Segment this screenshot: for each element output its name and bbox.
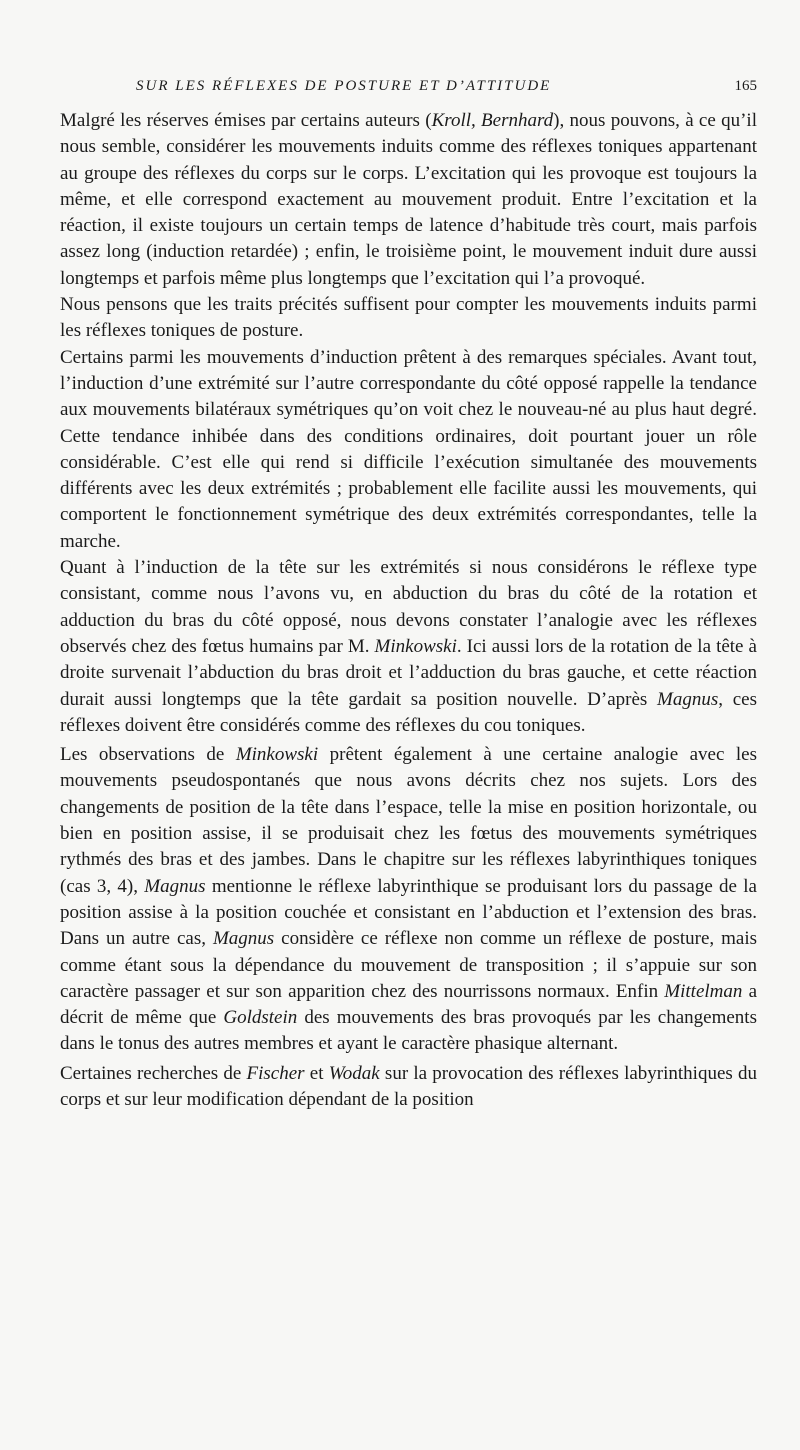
paragraph-2	[60, 292, 757, 345]
author-name: Magnus	[212, 928, 275, 950]
author-name: Kroll, Bernhard	[431, 110, 554, 131]
text-run: Certains parmi les mouvements d’induction prêtent à des remarques spéciales. Avant tout, l’induction d’une extrémité sur l’autre correspondante du côté opposé rappelle la tendance aux mouvements bilatéraux symétriques qu’on voit chez le nouveau-né au plus haut degré. Cette tendance inhibée dans des conditions ordinaires, doit pourtant jouer un rôle considérable. C’est elle qui rend si difficile l’exécution simultanée des mouvements différents avec les deux extrémités ; probablement elle facilite aussi les mouvements, qui comportent le fonctionnement symétrique des deux extrémités correspondantes, telle la marche.	[60, 346, 757, 552]
author-name: Magnus	[144, 875, 206, 897]
paragraph-6	[60, 1061, 757, 1114]
text-run: Nous pensons que les traits précités suffisent pour compter les mouvements induits parmi les réflexes toniques de posture.	[60, 294, 757, 342]
paragraph-5	[60, 742, 757, 1058]
author-name: Mittelman	[664, 980, 743, 1002]
page	[60, 78, 757, 1113]
author-name: Minkowski	[235, 744, 319, 766]
text-run: Quant à l’induction de la tête sur les extrémités si nous considérons le réflexe type consistant, comme nous l’avons vu, en abduction du bras du côté de la rotation et adduction du bras du côté opposé, nous devons constater l’analogie avec les réflexes observés chez des fœtus humains par M.	[60, 557, 757, 657]
text-run: Les observations de	[60, 744, 236, 766]
text-run: Malgré les réserves émises par certains auteurs (	[60, 110, 432, 131]
author-name: Minkowski	[374, 635, 457, 657]
paragraph-3	[60, 345, 757, 555]
text-run: des mouvements des bras provoqués par les changements dans le tonus des autres membres et ayant le caractère phasique alternant.	[60, 1007, 757, 1055]
text-run: . Ici aussi lors de la rotation de la tête à droite survenait l’abduction du bras droit et l’adduction du bras gauche, et cette réaction durait aussi longtemps que la tête gardait sa position nouvelle. D’après	[60, 635, 757, 710]
author-name: Fischer	[246, 1062, 305, 1084]
running-title: SUR LES RÉFLEXES DE POSTURE ET D’ATTITUDE	[136, 78, 552, 94]
author-name: Magnus	[657, 688, 719, 710]
text-run: ), nous pouvons, à ce qu’il nous semble, considérer les mouvements induits comme des réflexes toniques appartenant au groupe des réflexes du corps sur le corps. L’excitation qui les provoque est toujours la même, et elle correspond exactement au mouvement produit. Entre l’excitation et la réaction, il existe toujours un certain temps de latence d’habitude très court, mais parfois assez long (induction retardée) ; enfin, le troisième point, le mouvement induit dure aussi longtemps et parfois même plus longtemps que l’excitation qui l’a provoqué.	[60, 110, 757, 289]
body-text	[60, 108, 757, 1113]
author-name: Wodak	[328, 1062, 380, 1084]
paragraph-4	[60, 555, 757, 739]
text-run: Certaines recherches de	[60, 1062, 247, 1084]
running-head	[60, 78, 757, 108]
page-number: 165	[734, 78, 757, 94]
text-run: mentionne le réflexe labyrinthique se produisant lors du passage de la position assise à la position couchée et consistant en l’abduction et l’extension des bras. Dans un autre cas,	[60, 875, 757, 950]
author-name: Goldstein	[223, 1007, 298, 1029]
text-run: , ces réflexes doivent être considérés comme des réflexes du cou toniques.	[60, 688, 758, 736]
text-run: sur la provocation des réflexes labyrinthiques du corps et sur leur modification dépendant de la position	[60, 1062, 757, 1110]
text-run: prêtent également à une certaine analogie avec les mouvements pseudospontanés que nous avons décrits chez nos sujets. Lors des changements de position de la tête dans l’espace, telle la mise en position horizontale, ou bien en position assise, il se produisait chez les fœtus des mouvements symétriques rythmés des bras et des jambes. Dans le chapitre sur les réflexes labyrinthiques toniques (cas 3, 4),	[60, 744, 757, 897]
text-run: a décrit de même que	[60, 980, 757, 1029]
text-run: et	[304, 1062, 329, 1084]
text-run: considère ce réflexe non comme un réflexe de posture, mais comme étant sous la dépendance du mouvement de transposition ; il s’appuie sur son caractère passager et sur son apparition chez des nourrissons normaux. Enfin	[60, 928, 757, 1002]
paragraph-1	[60, 108, 757, 292]
